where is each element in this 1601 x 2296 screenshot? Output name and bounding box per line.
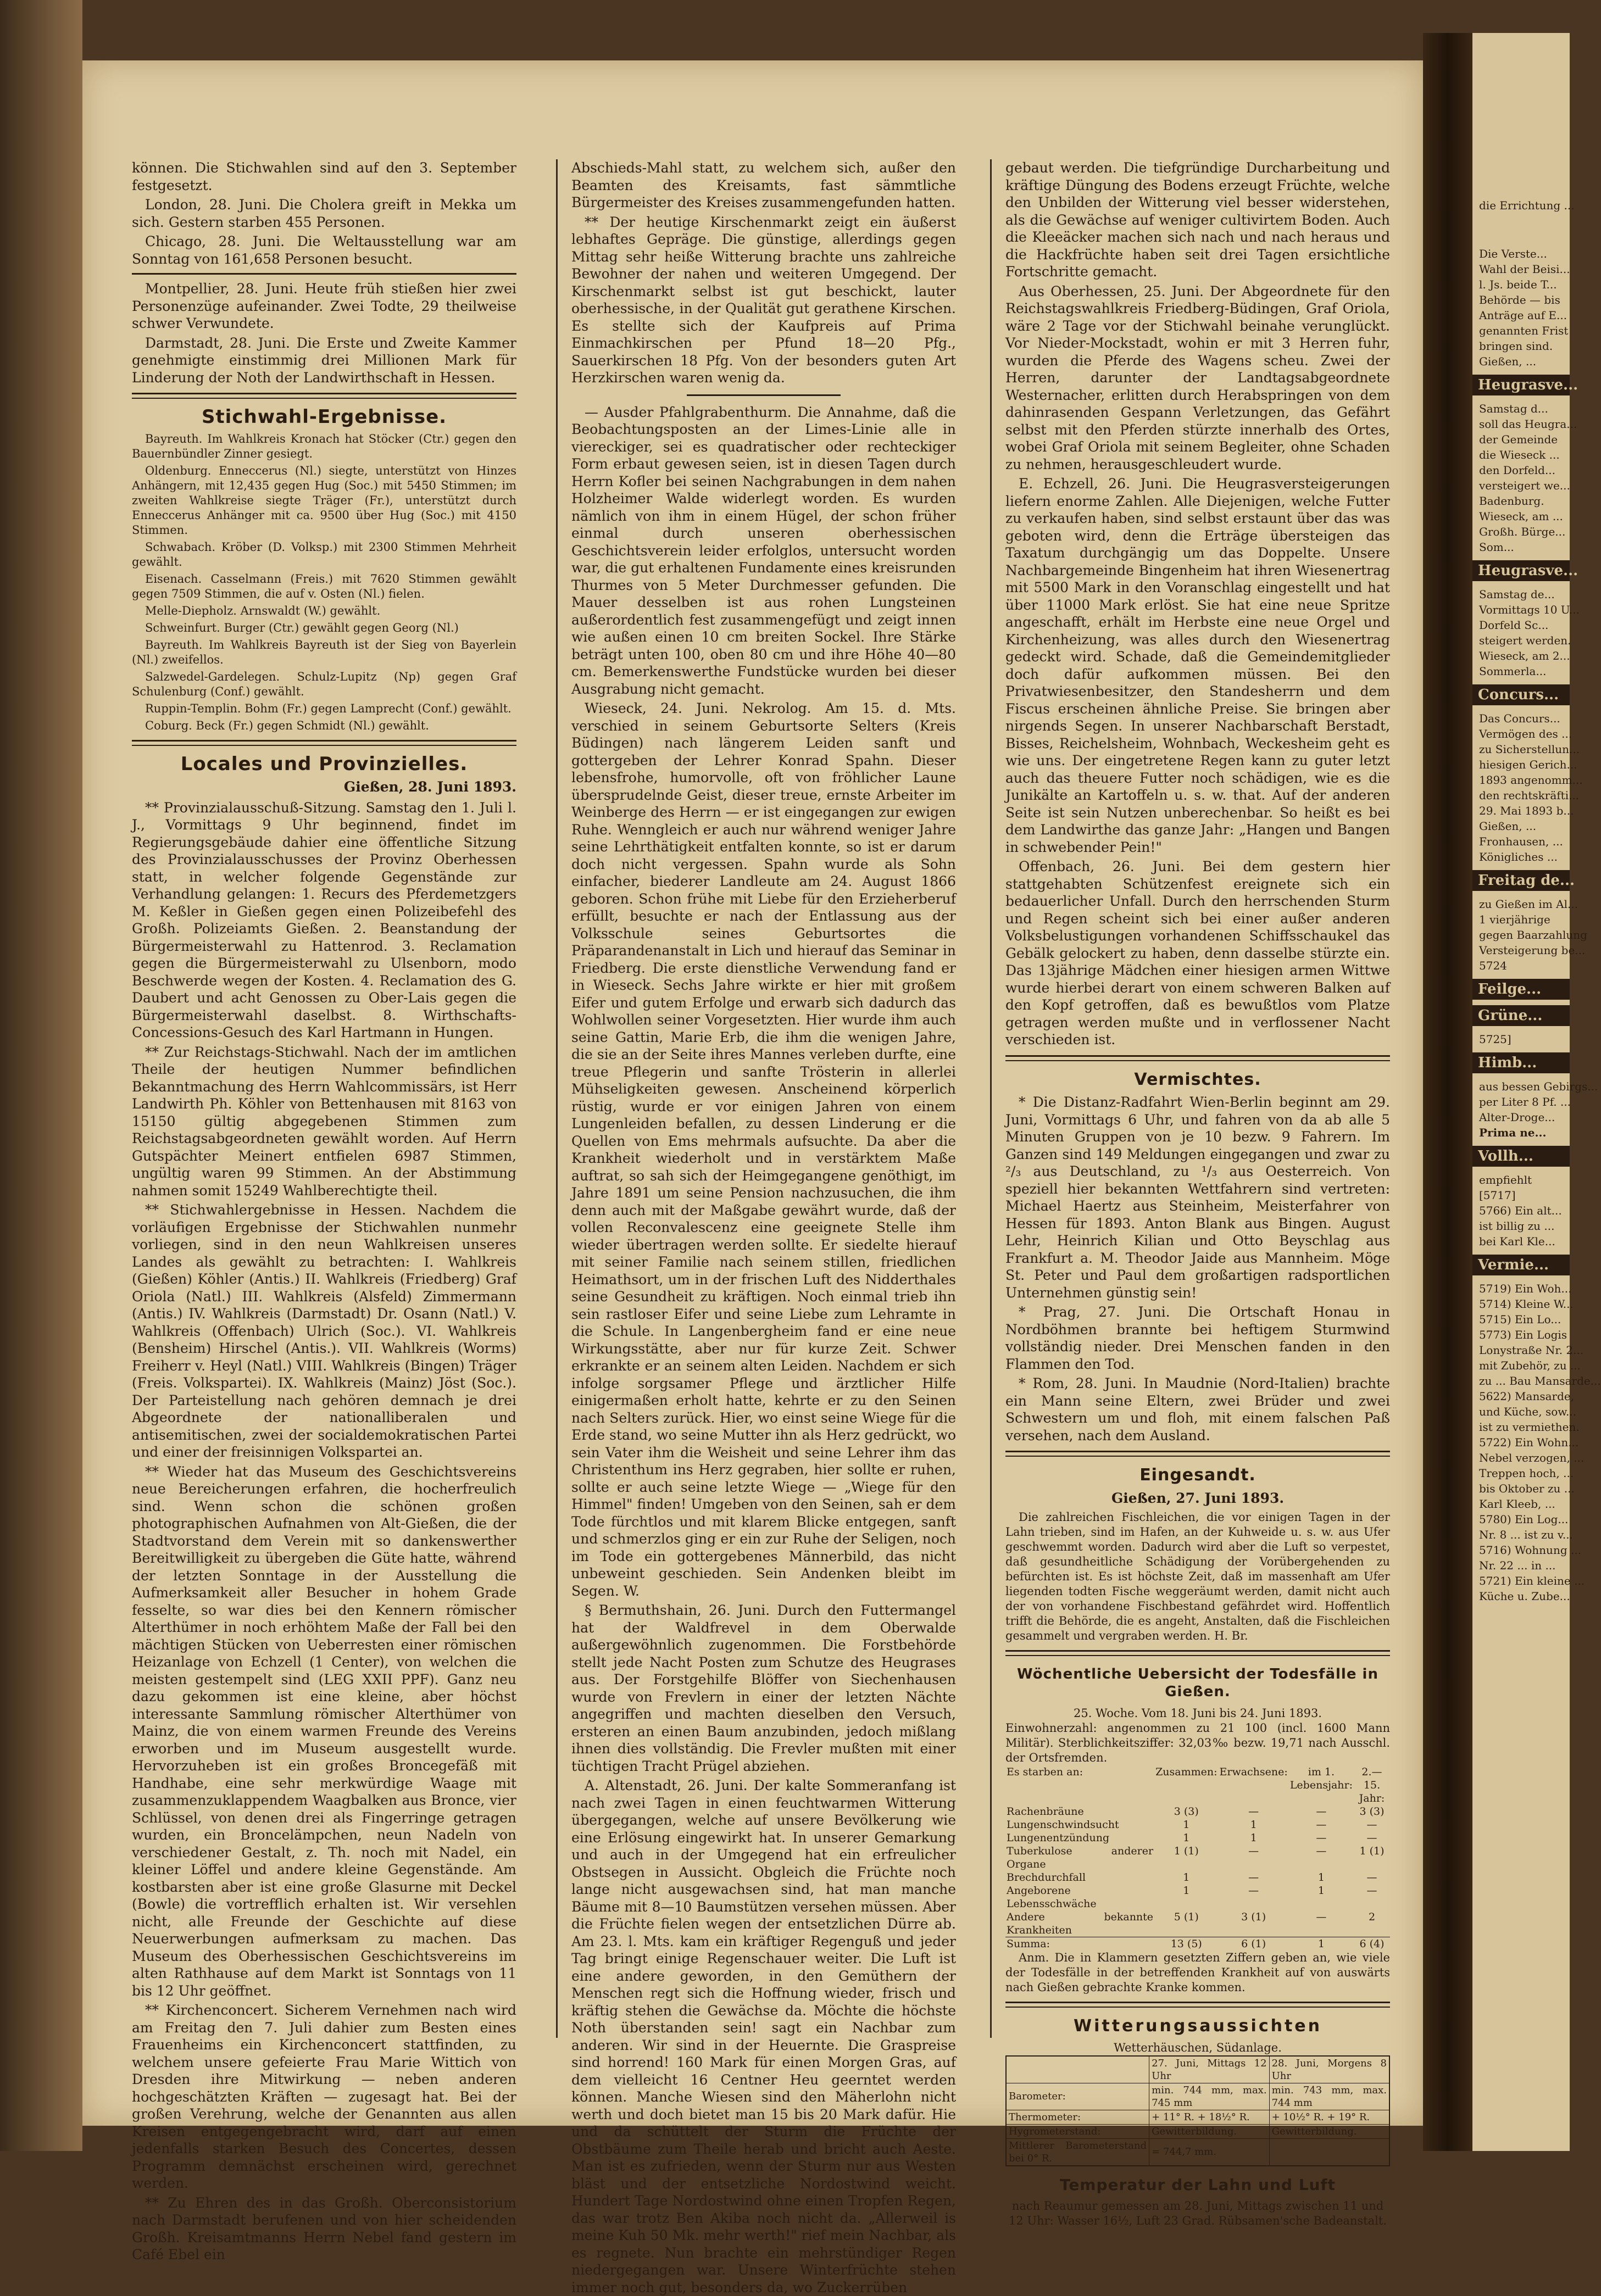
- table-cell: 1: [1318, 1885, 1325, 1897]
- text-line: 5622) Mansarde,: [1479, 1390, 1575, 1403]
- text-line: Sommerla...: [1479, 665, 1547, 678]
- table-cell: 1 (1): [1174, 1845, 1199, 1857]
- table-row: [1006, 2110, 1389, 2124]
- ad-heading: Prima ne...: [1479, 1126, 1547, 1139]
- column-header: [1006, 2056, 1149, 2083]
- text-line: Vormittags 10 U...: [1479, 603, 1580, 616]
- table-cell: 1: [1183, 1885, 1190, 1897]
- text-line: die Wieseck ...: [1479, 448, 1560, 461]
- news-item: ** Kirchenconcert. Sicherem Vernehmen nach wird am Freitag den 7. Juli dahier zum Besten eines Frauenheims ein Kirchenconcert stattfinden, zu welchem unsere gefeierte Frau Marie Wittich von Dresden ihre Mitwirkung — neben anderen hochgeschätzten Kräften — zugesagt hat. Bei der großen Verehrung, welche der Genannten aus allen Kreisen entgegengebracht wird, darf auf einen jedenfalls starken Besuch des Concertes, dessen Programm demnächst erscheinen wird, gerechnet werden.: [132, 2002, 516, 2191]
- table-cell: min. 744 mm, max. 745 mm: [1149, 2083, 1269, 2110]
- news-item: gebaut werden. Die tiefgründige Durcharbeitung und kräftige Düngung des Bodens erzeugt Früchte, welche den Unbilden der Witterung viel besser widerstehen, als die Gewächse auf weniger cultivirtem Boden. Auch die Kleeäcker machen sich nach und nach heraus und die Hackfrüchte haben seit drei Tagen ersichtliche Fortschritte gemacht.: [1005, 160, 1390, 280]
- table-row: [1006, 2124, 1389, 2138]
- section-heading-eingesandt: Eingesandt.: [1139, 1465, 1256, 1485]
- table-row: [1005, 1910, 1390, 1937]
- news-item: * Die Distanz-Radfahrt Wien-Berlin beginnt am 29. Juni, Vormittags 6 Uhr, und fahren von da ab alle 5 Minuten Gruppen von je 10 bezw. 9 Fahrern. Im Ganzen sind 149 Meldungen eingegangen und zwar zu ²/₃ aus Deutschland, zu ¹/₃ aus Oesterreich. Von speziell hier bekannten Wettfahrern sind vertreten: Michael Haertz aus Steinheim, Meisterfahrer von Hessen für 1893. Anton Blank aus Bingen. August Lehr, Heinrich Kilian und Otto Beyschlag aus Frankfurt a. M. Theodor Jaide aus Mannheim. Möge St. Peter und Paul dem großartigen radsportlichen Unternehmen günstig sein!: [1005, 1094, 1390, 1301]
- table-cell: Barometer:: [1006, 2083, 1149, 2110]
- tod-note: Anm. Die in Klammern gesetzten Ziffern geben an, wie viele der Todesfälle in der betreffenden Krankheit auf von auswärts nach Gießen gebrachte Kranke kommen.: [1005, 1951, 1390, 1994]
- text-line: genannten Frist: [1479, 324, 1569, 337]
- table-cell: —: [1248, 1885, 1259, 1897]
- column-header: Zusammen:: [1155, 1766, 1218, 1778]
- text-line: mit Zubehör, zu ...: [1479, 1359, 1581, 1372]
- dateline: Gießen, 28. Juni 1893.: [343, 779, 516, 795]
- table-cell: 1: [1250, 1819, 1257, 1831]
- table-cell: Mittlerer Barometerstand bei 0° R.: [1006, 2138, 1149, 2166]
- news-item: * Rom, 28. Juni. In Maudnie (Nord-Italien) brachte ein Mann seine Eltern, zwei Brüder und zwei Schwestern um und floh, mit einem falschen Paß versehen, nach dem Ausland.: [1005, 1375, 1390, 1444]
- ad-heading: Concurs...: [1472, 684, 1570, 705]
- table-cell: 6 (1): [1241, 1938, 1266, 1950]
- table-cell: 5 (1): [1174, 1911, 1199, 1923]
- next-page-edge: [1472, 33, 1601, 2151]
- ad-number: 5725]: [1479, 1033, 1511, 1046]
- news-item: London, 28. Juni. Die Cholera greift in Mekka um sich. Gestern starben 455 Personen.: [132, 197, 516, 230]
- table-cell: Angeborene Lebensschwäche: [1007, 1885, 1097, 1910]
- letter-text: Die zahlreichen Fischleichen, die vor einigen Tagen in der Lahn trieben, sind im Hafen, an der Kuhweide u. s. w. aus Ufer geschwemmt worden. Dadurch wird aber die Luft so verpestet, daß gesundheitliche Schädigung der Vorübergehenden zu befürchten ist. Es ist höchste Zeit, daß im massenhaft am Ufer liegenden todten Fische weggeräumt werden, damit nicht auch der von vorhandene Fischbestand gefährdet wird. Hoffentlich trifft die Behörde, die es angeht, Anstalten, daß die Fischleichen gesammelt und vergraben werden. H. Br.: [1005, 1511, 1390, 1642]
- text-line: bei Karl Kle...: [1479, 1235, 1555, 1248]
- column-header: Erwachsene:: [1219, 1766, 1288, 1778]
- text-line: Behörde — bis: [1479, 293, 1560, 306]
- table-cell: 6 (4): [1359, 1938, 1385, 1950]
- divider: [132, 273, 516, 275]
- ad-heading: Grüne...: [1472, 1005, 1570, 1026]
- ad-heading: Himb...: [1472, 1052, 1570, 1073]
- table-cell: Thermometer:: [1006, 2110, 1149, 2124]
- list-item: Coburg. Beck (Fr.) gegen Schmidt (Nl.) gewählt.: [145, 718, 429, 732]
- table-cell: —: [1366, 1871, 1377, 1883]
- text-line: Nr. 8 ... ist zu v...: [1479, 1528, 1573, 1541]
- table-cell: 1 (1): [1359, 1845, 1385, 1857]
- table-cell: —: [1366, 1819, 1377, 1831]
- table-cell: Rachenbräune: [1007, 1805, 1084, 1818]
- text-line: 29. Mai 1893 b...: [1479, 804, 1574, 817]
- table-cell: —: [1316, 1819, 1327, 1831]
- text-line: Treppen hoch, ...: [1479, 1467, 1574, 1480]
- table-cell: —: [1366, 1832, 1377, 1844]
- news-item: E. Echzell, 26. Juni. Die Heugrasversteigerungen liefern enorme Zahlen. Alle Diejenigen, welche Futter zu verkaufen haben, sind selbst erstaunt über das was geboten wird, denn die Erträge übersteigen das Taxatum durchgängig um das Doppelte. Unsere Nachbargemeinde Bingenheim hat ihren Wiesenertrag mit 5500 Mark in den Voranschlag eingestellt und hat über 11000 Mark erlöst. Sie hat eine neue Spritze angeschafft, erhält im Herbste eine neue Orgel und Kirchenheizung, was alles durch den Wiesenertrag gedeckt wird. Schade, daß die Gemeindemitglieder doch dafür aufkommen müssen. Bei den Privatwiesenbesitzer, den Standesherrn und dem Fiscus erscheinen ähnliche Preise. Sie bringen aber nirgends Segen. In unserer Nachbarschaft Berstadt, Bisses, Reichelsheim, Wohnbach, Weckesheim geht es wie uns. Der eingetretene Regen kann zu guter letzt auch das theuere Futter noch schädigen, wie es die Junikälte an Kartoffeln u. s. w. that. Auf der anderen Seite ist sein Nutzen unberechenbar. So heißt es bei dem Landwirthe das ganze Jahr: „Hangen und Bangen in schwebender Pein!": [1005, 476, 1390, 855]
- table-cell: Gewitterbildung.: [1269, 2124, 1389, 2138]
- text-line: Dorfeld Sc...: [1479, 618, 1549, 632]
- table-cell: = 744,7 mm.: [1149, 2138, 1269, 2166]
- news-item: ** Stichwahlergebnisse in Hessen. Nachdem die vorläufigen Ergebnisse der Stichwahlen nunmehr vorliegen, sind in den neun Wahlkreisen unseres Landes als gewählt zu betrachten: I. Wahlkreis (Gießen) Köhler (Antis.) II. Wahlkreis (Friedberg) Graf Oriola (Natl.) III. Wahlkreis (Alsfeld) Zimmermann (Antis.) IV. Wahlkreis (Darmstadt) Dr. Osann (Natl.) V. Wahlkreis (Offenbach) Ulrich (Soc.). VI. Wahlkreis (Bensheim) Hirschel (Antis.). VII. Wahlkreis (Worms) Freiherr v. Heyl (Natl.) VIII. Wahlkreis (Bingen) Träger (Freis. Volkspartei). IX. Wahlkreis (Mainz) Jöst (Soc.). Der Parteistellung nach gehören demnach je drei Abgeordnete der nationalliberalen und antisemitischen, zwei der socialdemokratischen Partei und einer der freisinnigen Volkspartei an.: [132, 1202, 516, 1460]
- section-heading-witterung: Witterungsaussichten: [1073, 2016, 1322, 2036]
- wetter-source: Wetterhäuschen, Südanlage.: [1114, 2041, 1282, 2054]
- divider: [687, 394, 841, 396]
- text-line: Königliches ...: [1479, 850, 1558, 863]
- table-row: [1005, 1884, 1390, 1910]
- column-header: 28. Juni, Morgens 8 Uhr: [1269, 2056, 1389, 2083]
- news-item: Montpellier, 28. Juni. Heute früh stießen hier zwei Personenzüge aufeinander. Zwei Todte, 29 theilweise schwer Verwundete.: [132, 281, 516, 331]
- table-cell: Lungenentzündung: [1007, 1832, 1110, 1844]
- list-item: Bayreuth. Im Wahlkreis Kronach hat Stöcker (Ctr.) gegen den Bauernbündler Zinner gesiegt.: [132, 432, 516, 460]
- news-item: Offenbach, 26. Juni. Bei dem gestern hier stattgehabten Schützenfest ereignete sich ein bedauerlicher Unfall. Durch den herrschenden Sturm und Regen scheint sich bei einer außer anderen Volksbelustigungen vorhandenen Schiffsschaukel das Gebälk gelockert zu haben, denn dasselbe stürzte ein. Das 13jährige Mädchen einer hiesigen armen Wittwe wurde hierbei derart von einem schweren Balken auf den Kopf getroffen, daß es bewußtlos vom Platze getragen werden mußte und in verflossener Nacht verschieden ist.: [1005, 859, 1390, 1047]
- table-cell: Lungenschwindsucht: [1007, 1819, 1119, 1831]
- text-line: Nr. 22 ... in ...: [1479, 1559, 1556, 1572]
- ad-heading: Feilge...: [1472, 979, 1570, 1000]
- text-line: Badenburg.: [1479, 494, 1544, 508]
- table-cell: 1: [1183, 1832, 1190, 1844]
- ad-heading: Heugrasve...: [1472, 560, 1570, 581]
- text-line: Nebel verzogen, ...: [1479, 1451, 1585, 1464]
- table-row: [1005, 1844, 1390, 1871]
- text-line: Gießen, ...: [1479, 820, 1537, 833]
- table-cell: 1: [1318, 1938, 1325, 1950]
- news-item: § Bermuthshain, 26. Juni. Durch den Futtermangel hat der Waldfrevel in dem Oberwalde außergewöhnlich zugenommen. Die Forstbehörde stellt jede Nacht Posten zum Schutze des Heugrases aus. Der Forstgehilfe Blöffer von Siechenhausen wurde von Frevlern in einer der letzten Nächte angegriffen und machten dieselben den Versuch, ersteren an einen Baum anzubinden, jedoch mißlang ihnen dies vollständig. Die Frevler mußten mit einer tüchtigen Tracht Prügel abziehen.: [571, 1602, 956, 1774]
- text-line: der Gemeinde: [1479, 433, 1558, 446]
- text-line: Küche u. Zube...: [1479, 1590, 1570, 1603]
- divider: [1005, 2002, 1390, 2008]
- table-row: [1006, 2083, 1389, 2110]
- text-line: bringen sind.: [1479, 339, 1553, 353]
- section-heading-temperatur: Temperatur der Lahn und Luft: [1059, 2175, 1336, 2194]
- text-line: Das Concurs...: [1479, 712, 1560, 725]
- text-line: ist zu vermiethen.: [1479, 1420, 1580, 1434]
- text-line: 5719) Ein Woh...: [1479, 1282, 1572, 1295]
- list-item: Ruppin-Templin. Bohm (Fr.) gegen Lamprecht (Conf.) gewählt.: [145, 701, 512, 715]
- text-line: den rechtskräfti...: [1479, 789, 1580, 802]
- table-cell: —: [1316, 1832, 1327, 1844]
- news-item: Wieseck, 24. Juni. Nekrolog. Am 15. d. Mts. verschied in seinem Geburtsorte Selters (Kreis Büdingen) nach längerem Leiden sanft und gottergeben der Lehrer Konrad Spahn. Dieser lebensfrohe, humorvolle, oft von fröhlicher Laune übersprudelnde Geist, dieser treue, ernste Arbeiter im Weinberge des Herrn — er ist eingegangen zur ewigen Ruhe. Wenngleich er auch nur während weniger Jahre seine Lehrthätigkeit entfalten konnte, so ist er darum doch nicht vergessen. Spahn wurde als Sohn einfacher, biederer Landleute am 24. August 1866 geboren. Schon frühe mit Liebe für den Erzieherberuf erfüllt, besuchte er nach der Entlassung aus der Volksschule seines Geburtsortes die Präparandenanstalt in Lich und hierauf das Seminar in Friedberg. Die erste dienstliche Verwendung fand er in Wieseck. Sechs Jahre wirkte er hier mit großem Eifer und gutem Erfolge und erwarb sich dadurch das Wohlwollen seiner Vorgesetzten. Hier wurde ihm auch seine Gattin, Marie Erb, die ihm die wenigen Jahre, die sie an der Seite ihres Mannes verleben durfte, eine treue Pflegerin und sanfte Trösterin in allerlei Mühseligkeiten gewesen. Anscheinend körperlich rüstig, wurde er vor einigen Jahren von einem Lungenleiden befallen, zu dessen Linderung er die Quellen von Ems mehrmals aufsuchte. Da aber die Krankheit wiederholt und in verstärktem Maße auftrat, so sah sich der Heimgegangene genöthigt, im Jahre 1891 um seine Pension nachzusuchen, die ihm denn auch mit der Maßgabe gewährt wurde, daß der vollen Reconvalescenz eine geeignete Stelle ihm wieder übertragen werden sollte. Er siedelte hierauf mit seiner Familie nach seinem stillen, friedlichen Heimathsort, um in der frischen Luft des Nidderthales seine Gesundheit zu kräftigen. Noch einmal trieb ihn sein rastloser Eifer und seine Liebe zum Lehramte in die Schule. In Langenbergheim fand er eine neue Wirkungsstätte, aber nur für kurze Zeit. Schwer erkrankte er an seinem alten Leiden. Nachdem er sich infolge sorgsamer Pflege und ärztlicher Hilfe einigermaßen erholt hatte, kehrte er zu den Seinen nach Selters zurück. Hier, wo einst seine Wiege für die Erde stand, wo seine Mutter ihn als Herz gedrückt, wo sein Vater ihm die Weisheit und seine Lehrer ihm das Christenthum ins Herz gegraben, hier sollte er ruhen, sollte er auch seine letzte Wiege — „Wiege für den Himmel" finden! Umgeben von den Seinen, sah er dem Tode fürchtlos und mit klarem Blicke entgegen, sanft und schmerzlos ging er ein zur Ruhe der Seligen, noch im Tode ein gottergebenes Männerbild, das nicht unbeweint geschieden. Sein Andenken bleibt im Segen. W.: [571, 700, 956, 1599]
- table-cell: 3 (3): [1359, 1805, 1385, 1818]
- table-row: [1005, 1818, 1390, 1831]
- column-3: [1005, 159, 1390, 2227]
- table-cell: 1: [1250, 1832, 1257, 1844]
- text-line: Karl Kleeb, ...: [1479, 1497, 1555, 1511]
- news-item: ** Zur Reichstags-Stichwahl. Nach der im amtlichen Theile der heutigen Nummer befindlichen Bekanntmachung des Herrn Wahlcommissärs, ist Herr Landwirth Ph. Köhler von Bettenhausen mit 8163 von 15150 gültig abgegebenen Stimmen zum Reichstagsabgeordneten gewählt worden. Auf Herrn Gutspächter Meinert entfielen 6987 Stimmen, ungültig waren 99 Stimmen. An der Abstimmung nahmen somit 15249 Wahlberechtigte theil.: [132, 1044, 516, 1199]
- temp-text: nach Reaumur gemessen am 28. Juni, Mittags zwischen 11 und 12 Uhr: Wasser 16½, Luft 23 Grad. Rübsamen'sche Badeanstalt.: [1008, 2199, 1387, 2227]
- text-line: hiesigen Gerich...: [1479, 758, 1577, 771]
- column-rule-2: [990, 159, 992, 2038]
- list-item: Schwabach. Kröber (D. Volksp.) mit 2300 Stimmen Mehrheit gewählt.: [132, 540, 516, 569]
- text-line: Vermögen des ...: [1479, 727, 1572, 740]
- news-item: * Prag, 27. Juni. Die Ortschaft Honau in Nordböhmen brannte bei heftigem Sturmwind vollständig nieder. Drei Menschen fanden in den Flammen den Tod.: [1005, 1304, 1390, 1372]
- table-cell: —: [1316, 1805, 1327, 1818]
- text-line: bis Oktober zu ...: [1479, 1482, 1575, 1495]
- table-cell: 2: [1368, 1911, 1376, 1923]
- table-cell: Summa:: [1007, 1938, 1050, 1950]
- text-line: 5721) Ein kleine ...: [1479, 1574, 1585, 1587]
- table-cell: 3 (1): [1241, 1911, 1266, 1923]
- text-line: zu Sicherstellun...: [1479, 743, 1580, 756]
- table-row: [1005, 1871, 1390, 1884]
- text-line: 5766) Ein alt...: [1479, 1204, 1562, 1217]
- list-item: Melle-Diepholz. Arnswaldt (W.) gewählt.: [145, 604, 381, 617]
- table-header-row: [1005, 1765, 1390, 1805]
- text-line: [5717]: [1479, 1189, 1516, 1202]
- table-cell: —: [1248, 1871, 1259, 1883]
- list-item: Bayreuth. Im Wahlkreis Bayreuth ist der Sieg von Bayerlein (Nl.) zweifellos.: [132, 638, 516, 666]
- divider: [132, 740, 516, 746]
- text-line: soll das Heugra...: [1479, 417, 1577, 431]
- table-cell: —: [1316, 1845, 1327, 1857]
- book-binding-left: [0, 0, 82, 2151]
- news-item: ** Provinzialausschuß-Sitzung. Samstag den 1. Juli l. J., Vormittags 9 Uhr beginnend, findet im Regierungsgebäude dahier eine öffentliche Sitzung des Provinzialausschusses der Provinz Oberhessen statt, in welcher folgende Gegenstände zur Verhandlung gelangen: 1. Recurs des Pferdemetzgers M. Keßler in Gießen gegen einen Polizeibefehl des Großh. Polizeiamts Gießen. 2. Beanstandung der Bürgermeisterwahl zu Hattenrod. 3. Reclamation gegen die Bürgermeisterwahl zu Ulsenborn, modo Beschwerde wegen der Kosten. 4. Reclamation des G. Daubert und acht Genossen zu Ober-Lais gegen die Bürgermeisterwahl daselbst. 8. Wirthschafts-Concessions-Gesuch des Karl Hartmann in Hungen.: [132, 799, 516, 1040]
- text-line: Wieseck, am ...: [1479, 510, 1563, 523]
- table-row: [1005, 1805, 1390, 1818]
- table-cell: Hygrometerstand:: [1006, 2124, 1149, 2138]
- news-item: ** Der heutige Kirschenmarkt zeigt ein äußerst lebhaftes Gepräge. Die günstige, allerdings gegen Mittag sehr heiße Witterung brachte uns zahlreiche Bewohner der nahen und weiteren Umgegend. Der Kirschenmarkt selbst ist gut beschickt, lauter oberhessische, in der Qualität gut gerathene Kirschen. Es stellte sich der Kaufpreis auf Prima Einmachkirschen per Pfund 18—20 Pfg., Sauerkirschen 18 Pfg. Von der besonders guten Art Herzkirschen waren wenig da.: [571, 214, 956, 386]
- text-line: Som...: [1479, 540, 1514, 554]
- list-item: Schweinfurt. Burger (Ctr.) gewählt gegen Georg (Nl.): [145, 621, 459, 634]
- divider: [132, 393, 516, 399]
- text-line: 1 vierjährige: [1479, 913, 1550, 926]
- table-cell: —: [1366, 1885, 1377, 1897]
- text-line: ist billig zu ...: [1479, 1219, 1555, 1233]
- text-line: den Dorfeld...: [1479, 464, 1556, 477]
- text-line: Großh. Bürge...: [1479, 525, 1566, 538]
- news-item: Darmstadt, 28. Juni. Die Erste und Zweite Kammer genehmigte einstimmig drei Millionen Mark für Linderung der Noth der Landwirthschaft in Hessen.: [132, 335, 516, 386]
- section-heading-vermischtes: Vermischtes.: [1134, 1069, 1261, 1089]
- text-line: Samstag d...: [1479, 402, 1548, 415]
- ad-heading: Heugrasve...: [1472, 375, 1570, 395]
- table-row: [1005, 1831, 1390, 1844]
- news-item: Aus Oberhessen, 25. Juni. Der Abgeordnete für den Reichstagswahlkreis Friedberg-Büdingen, Graf Oriola, wäre 2 Tage vor der Stichwahl beinahe verunglückt. Vor Nieder-Mockstadt, wohin er mit 3 Herren fuhr, wurden die Pferde des Wagens scheu. Zwei der Herren, darunter der Landtagsabgeordnete Westernacher, erlitten durch Herabspringen von dem dahinrasenden Gespann Verletzungen, das Gefährt selbst mit den Pferden stürzte innerhalb des Ortes, wobei Graf Oriola mit seinem Begleiter, ohne Schaden zu nehmen, herausgeschleudert wurde.: [1005, 283, 1390, 472]
- table-header-row: [1006, 2056, 1389, 2083]
- table-row-sum: [1005, 1937, 1390, 1951]
- list-item: Salzwedel-Gardelegen. Schulz-Lupitz (Np) gegen Graf Schulenburg (Conf.) gewählt.: [132, 670, 516, 698]
- text-line: Versteigerung be...: [1479, 944, 1586, 957]
- news-item: ** Wieder hat das Museum des Geschichtsvereins neue Bereicherungen erfahren, die hocherfreulich sind. Wenn schon die schönen großen photographischen Aufnahmen von Alt-Gießen, die der Stadtvorstand dem Verein mit so dankenswerther Bereitwilligkeit zu übergeben die Güte hatte, während der letzten Sonntage in der Ausstellung die Aufmerksamkeit aller Besucher in hohem Grade fesselte, so war dies bei den Kennern römischer Alterthümer in noch erhöhtem Maße der Fall bei den mächtigen Stücken von Ueberresten einer römischen Heizanlage von Echzell (1 Center), von welchen die meisten gestempelt sind (LEG XXII PPF). Ganz neu dazu gekommen ist eine kleine, aber höchst interessante Sammlung römischer Alterthümer von Mainz, die von einem warmen Freunde des Vereins erworben und im Museum ausgestellt wurde. Hervorzuheben ist ein großes Broncegefäß mit Handhabe, eine sehr merkwürdige Waage mit zusammenzuklappendem Waagbalken aus Bronce, vier Schlüssel, von denen drei als Fingerringe getragen wurden, ein Broncelämpchen, neun Nadeln von verschiedener Gestalt, z. Th. noch mit Nadel, ein kleiner Löffel und andere kleine Gegenstände. Am kostbarsten aber ist eine große Glasurne mit Deckel (Bowle) die vortrefflich erhalten ist. Wir versehlen nicht, alle Freunde der Geschichte auf diese Neuerwerbungen aufmerksam zu machen. Das Museum des Oberhessischen Geschichtsvereins im alten Rathhause auf dem Markt ist Sonntags von 11 bis 12 Uhr geöffnet.: [132, 1463, 516, 1999]
- news-item: — Ausder Pfahlgrabenthurm. Die Annahme, daß die Beobachtungsposten an der Limes-Linie alle in viereckiger, sei es quadratischer oder rechteckiger Form erbaut gewesen seien, ist in diesen Tagen durch Herrn Kofler bei seinen Nachgrabungen in dem nahen Holzheimer Walde widerlegt worden. Es wurden nämlich von ihm in einem Hügel, der schon früher einmal durch unseren oberhessischen Geschichtsverein leider erfolglos, untersucht worden war, die gut erhaltenen Fundamente eines kreisrunden Thurmes von 5 Meter Durchmesser gefunden. Die Mauer desselben ist aus rohen Lungsteinen außerordentlich fest zusammengefügt und zeigt innen wie außen einen 10 cm breiten Sockel. Ihre Stärke beträgt unten 100, oben 80 cm und ihre Höhe 40—80 cm. Bemerkenswerthe Fundstücke wurden bei dieser Ausgrabung nicht gemacht.: [571, 404, 956, 697]
- ad-heading: Vermie...: [1472, 1255, 1570, 1275]
- text-line: l. Js. beide T...: [1479, 278, 1557, 291]
- news-item: Abschieds-Mahl statt, zu welchem sich, außer den Beamten des Kreisamts, fast sämmtliche Bürgermeister des Kreises zusammengefunden hatten.: [571, 160, 956, 210]
- dateline: Gießen, 27. Juni 1893.: [1111, 1490, 1285, 1506]
- text-line: 5773) Ein Logis: [1479, 1328, 1567, 1341]
- table-cell: + 11° R. + 18½° R.: [1149, 2110, 1269, 2124]
- text-line: zu Gießen im Al...: [1479, 898, 1578, 911]
- text-line: steigert werden.: [1479, 634, 1571, 647]
- text-line: Wieseck, am 2...: [1479, 649, 1570, 662]
- text-line: 5716) Wohnung ...: [1479, 1543, 1582, 1557]
- list-item: Oldenburg. Enneccerus (Nl.) siegte, unterstützt von Hinzes Anhängern, mit 12,435 gegen Hug (Soc.) mit 5450 Stimmen; im zweiten Wahlkreise siegte Träger (Fr.), unterstützt durch Enneccerus Anhänger mit ca. 9500 über Hug (Soc.) mit 4150 Stimmen.: [132, 464, 516, 537]
- text-line: 5715) Ein Lo...: [1479, 1313, 1561, 1326]
- text-line: per Liter 8 Pf. ...: [1479, 1095, 1571, 1108]
- text-line: versteigert we...: [1479, 479, 1570, 492]
- table-cell: —: [1248, 1805, 1259, 1818]
- table-cell: Gewitterbildung.: [1149, 2124, 1269, 2138]
- text-line: empfiehlt: [1479, 1173, 1532, 1186]
- section-heading-locales: Locales und Provinzielles.: [180, 753, 468, 775]
- tod-week: 25. Woche. Vom 18. Juni bis 24. Juni 1893.: [1073, 1707, 1322, 1720]
- table-cell: Tuberkulose anderer Organe: [1007, 1845, 1154, 1870]
- column-header: im 1. Lebensjahr:: [1289, 1766, 1353, 1791]
- news-item: können. Die Stichwahlen sind auf den 3. September festgesetzt.: [132, 160, 516, 193]
- table-cell: Andere bekannte Krankheiten: [1007, 1911, 1154, 1936]
- table-cell: min. 743 mm, max. 744 mm: [1269, 2083, 1389, 2110]
- table-cell: [1269, 2138, 1389, 2166]
- text-line: und Küche, sow...: [1479, 1405, 1577, 1418]
- column-1: [132, 159, 516, 2262]
- text-line: Gießen, ...: [1479, 355, 1537, 368]
- divider: [1005, 1055, 1390, 1061]
- stichwahl-list: [132, 432, 516, 733]
- table-cell: 1: [1183, 1819, 1190, 1831]
- column-header: 27. Juni, Mittags 12 Uhr: [1149, 2056, 1269, 2083]
- section-heading-stichwahl: Stichwahl-Ergebnisse.: [201, 406, 447, 428]
- weather-table: [1005, 2055, 1390, 2166]
- column-rule-1: [556, 159, 558, 2038]
- table-cell: 1: [1183, 1871, 1190, 1883]
- table-cell: 13 (5): [1170, 1938, 1202, 1950]
- table-cell: + 10½° R. + 19° R.: [1269, 2110, 1389, 2124]
- list-item: Eisenach. Casselmann (Freis.) mit 7620 Stimmen gewählt gegen 7509 Stimmen, die auf v. Osten (Nl.) fielen.: [132, 572, 516, 600]
- table-cell: 3 (3): [1174, 1805, 1199, 1818]
- ad-heading: Vollh...: [1472, 1146, 1570, 1167]
- text-line: die Errichtung ...: [1479, 199, 1575, 212]
- text-line: 1893 angenomm...: [1479, 773, 1583, 787]
- news-item: ** Zu Ehren des in das Großh. Oberconsistorium nach Darmstadt berufenen und von hier scheidenden Großh. Kreisamtmanns Herrn Nebel fand gestern im Café Ebel ein: [132, 2194, 516, 2262]
- text-line: Wahl der Beisi...: [1479, 263, 1570, 276]
- tod-population: Einwohnerzahl: angenommen zu 21 100 (incl. 1600 Mann Militär). Sterblichkeitsziffer: 32,03‰ bezw. 19,71 nach Ausschl. der Ortsfremden.: [1005, 1721, 1390, 1764]
- table-cell: —: [1316, 1911, 1327, 1923]
- death-table: [1005, 1765, 1390, 1951]
- text-line: Alter-Droge...: [1479, 1111, 1555, 1124]
- text-line: Fronhausen, ...: [1479, 835, 1563, 848]
- text-line: Lonystraße Nr. 2...: [1479, 1344, 1584, 1357]
- column-header: Es starben an:: [1007, 1766, 1083, 1778]
- ad-number: 5724: [1479, 959, 1507, 972]
- column-header: 2.—15. Jahr:: [1359, 1766, 1385, 1804]
- text-line: Anträge auf E...: [1479, 309, 1567, 322]
- text-line: aus bessen Gebirgs...: [1479, 1080, 1598, 1093]
- news-item: Chicago, 28. Juni. Die Weltausstellung war am Sonntag von 161,658 Personen besucht.: [132, 233, 516, 267]
- text-line: Samstag de...: [1479, 588, 1555, 601]
- book-gutter: [1423, 33, 1472, 2151]
- column-2: [571, 159, 956, 2295]
- table-row: [1006, 2138, 1389, 2166]
- news-item: A. Altenstadt, 26. Juni. Der kalte Sommeranfang ist nach zwei Tagen in einen feuchtwarmen Witterung übergegangen, welche auf unsere Bevölkerung wie eine Erlösung eingewirkt hat. In unserer Gemarkung und auch in der Umgegend hat ein erfreulicher Obstsegen in Aussicht. Obgleich die Früchte noch lange nicht ausgewachsen sind, hat man manche Bäume mit 8—10 Baumstützen versehen müssen. Aber die Früchte fielen wegen der entsetzlichen Dürre ab. Am 23. l. Mts. kam ein kräftiger Regenguß und jeder Tag bringt einige Regenschauer weiter. Die Luft ist eine andere geworden, in den Gemüthern der Menschen regt sich die Hoffnung wieder, frisch und kräftig stehen die Gewächse da. Möchte die höchste Noth überstanden sein! sagt ein Nachbar zum anderen. Wir sind in der Heuernte. Die Graspreise sind horrend! 160 Mark für einen Morgen Gras, auf dem vielleicht 16 Centner Heu geerntet werden können. Manche Wiesen sind den Mäherlohn nicht werth und doch bietet man 15 bis 20 Mark dafür. Hie und da schüttelt der Sturm die Früchte der Obstbäume zum Theile herab und bricht auch Aeste. Man ist es zufrieden, wenn der Sturm nur aus Westen bläst und der entsetzliche Nordostwind weicht. Hundert Tage Nordostwind ohne einen Tropfen Regen, das war trotz Ben Akiba noch nicht da. „Allerweil is meine Kuh 50 Mk. mehr werth!" rief mein Nachbar, als es regnete. Nun brachte ein mehrstündiger Regen niedergegangen war. Unsere Winterfrüchte stehen immer noch gut, besonders da, wo Zuckerrüben: [571, 1777, 956, 2295]
- divider: [1005, 1451, 1390, 1457]
- text-line: zu ... Bau Mansarde...: [1479, 1374, 1601, 1387]
- divider: [1005, 1650, 1390, 1656]
- table-cell: 1: [1318, 1871, 1325, 1883]
- text-line: 5722) Ein Wohn...: [1479, 1436, 1579, 1449]
- section-heading-todesfaelle: Wöchentliche Uebersicht der Todesfälle in Gießen.: [1017, 1666, 1378, 1700]
- text-line: gegen Baarzahlung: [1479, 928, 1587, 941]
- table-cell: Brechdurchfall: [1007, 1871, 1086, 1883]
- text-line: 5780) Ein Log...: [1479, 1513, 1569, 1526]
- text-line: 5714) Kleine W...: [1479, 1297, 1574, 1311]
- text-line: Die Verste...: [1479, 247, 1547, 260]
- table-cell: —: [1248, 1845, 1259, 1857]
- ad-heading: Freitag de...: [1472, 870, 1570, 891]
